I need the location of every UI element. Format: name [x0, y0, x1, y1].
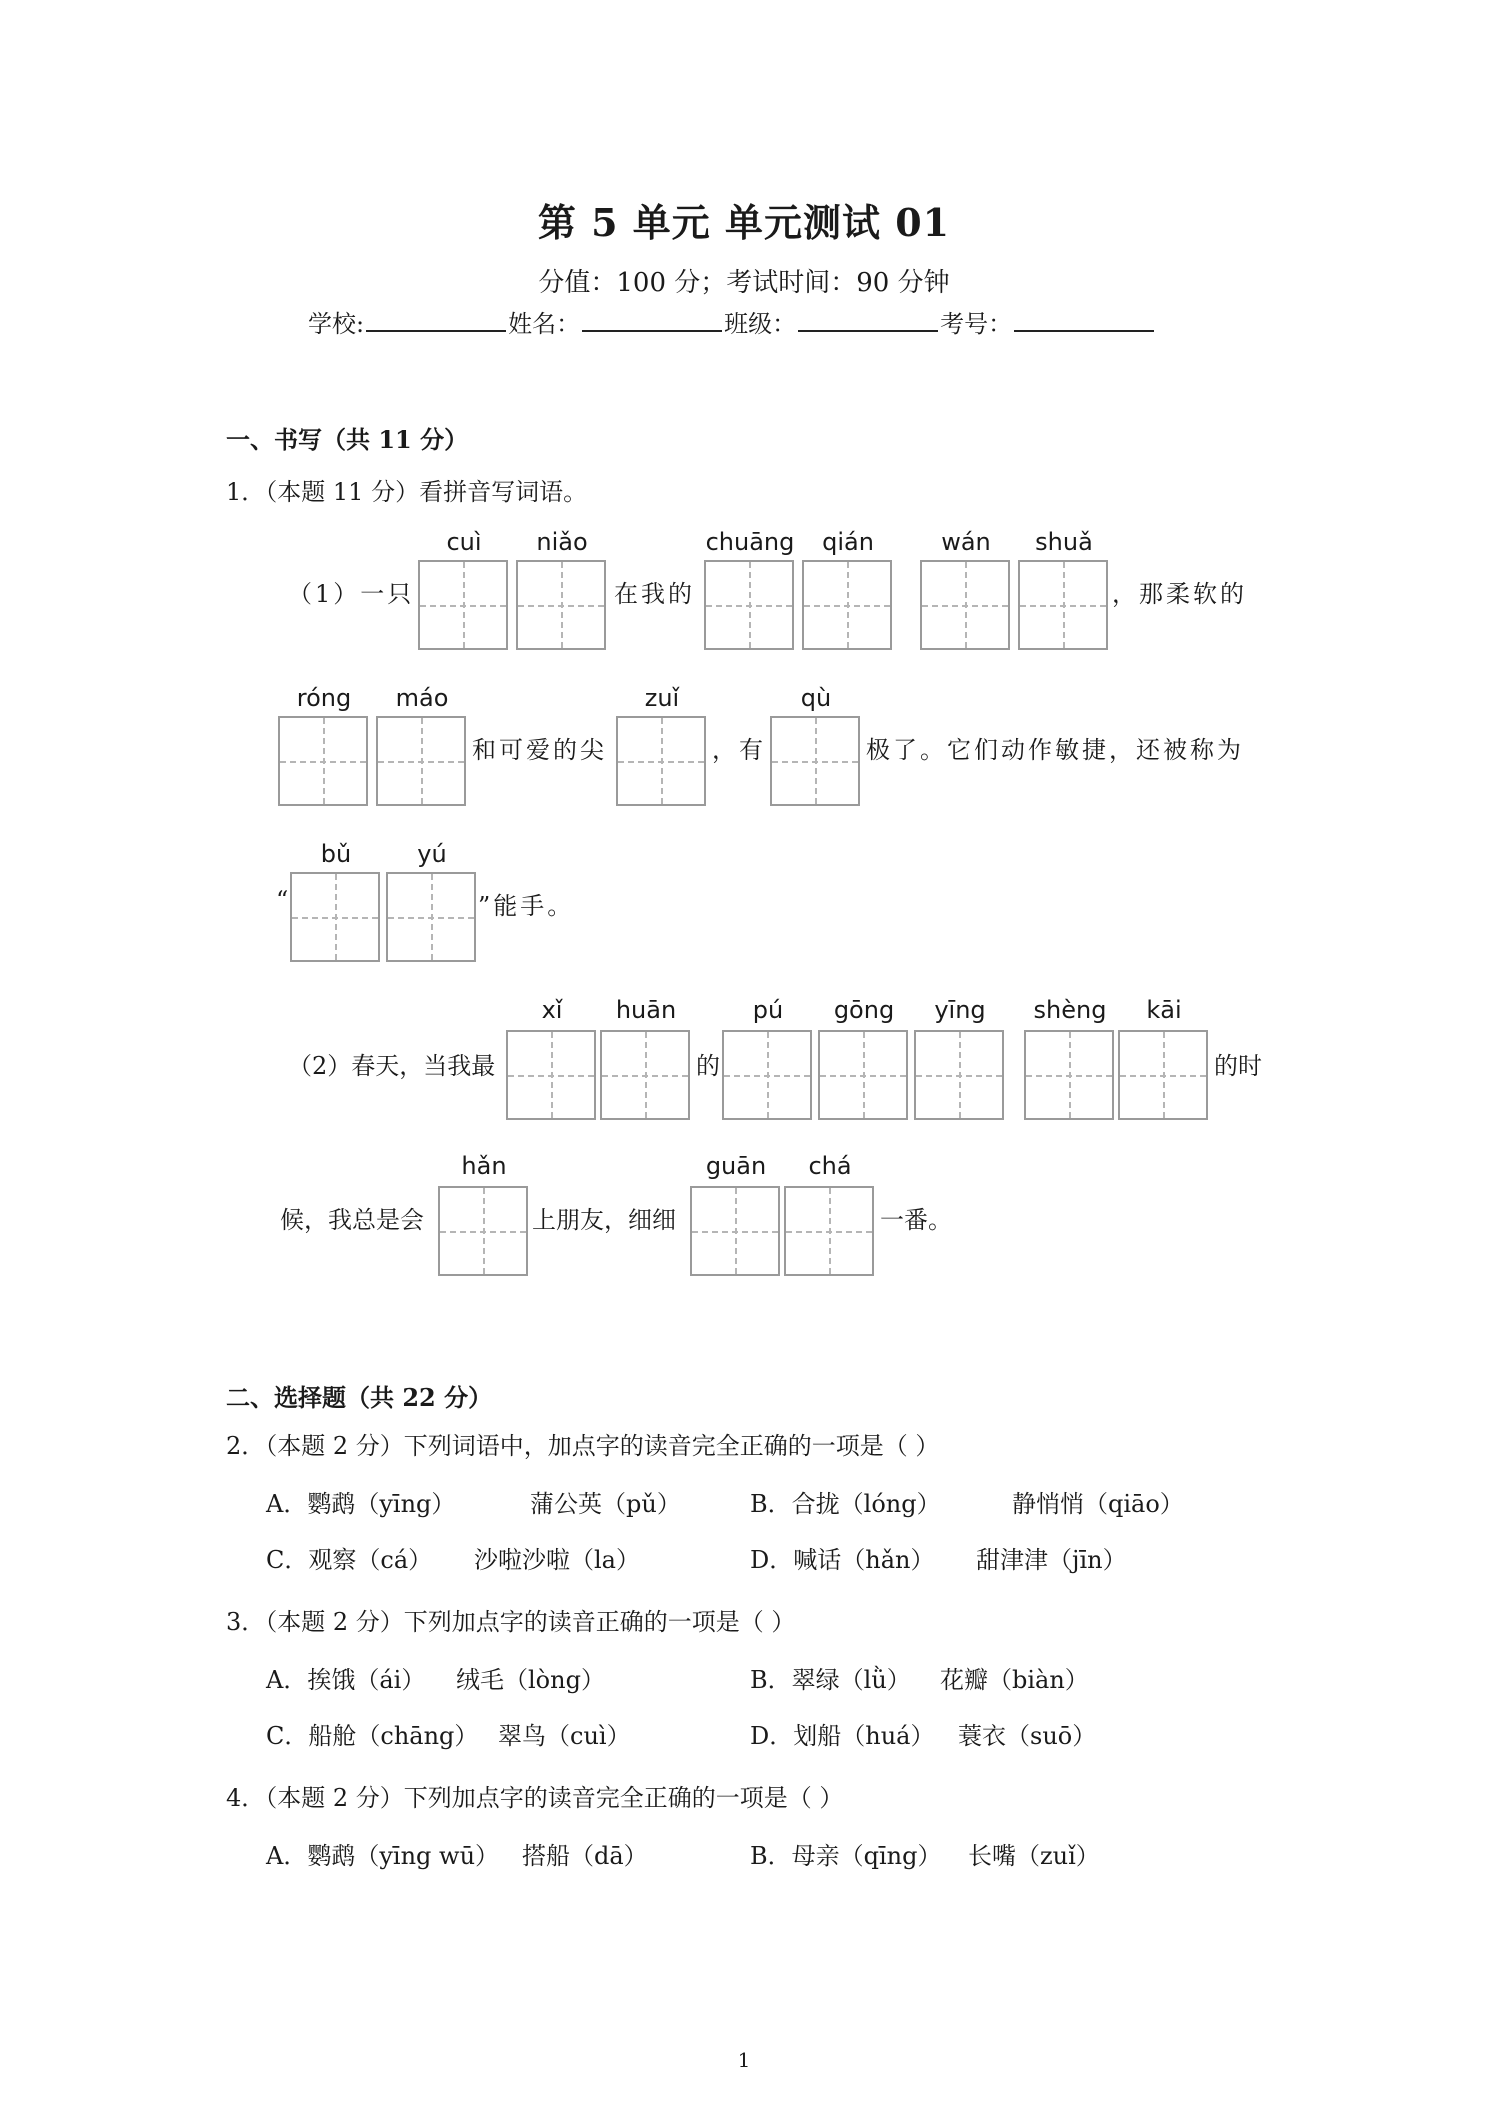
grid-guide-horizontal: [922, 605, 1008, 607]
school-label: 学校:: [308, 310, 365, 338]
grid-guide-horizontal: [280, 761, 366, 763]
q2-option-a[interactable]: [266, 1484, 455, 1519]
grid-guide-horizontal: [1026, 1075, 1112, 1077]
line5-mid: 上朋友，细细: [532, 1206, 676, 1234]
q4-option-a[interactable]: [266, 1836, 499, 1871]
writing-box[interactable]: [722, 1030, 812, 1120]
pinyin-gong: gōng: [833, 996, 895, 1024]
pinyin-kai: kāi: [1146, 996, 1182, 1024]
option-label: C．: [266, 1722, 309, 1750]
q2-option-b[interactable]: [750, 1484, 941, 1519]
pinyin-yu: yú: [417, 840, 447, 868]
line3-suffix: ”能手。: [478, 892, 575, 920]
writing-box[interactable]: [704, 560, 794, 650]
writing-box[interactable]: [290, 872, 380, 962]
grid-guide-horizontal: [820, 1075, 906, 1077]
student-info-line: [308, 304, 1156, 339]
writing-box[interactable]: [920, 560, 1010, 650]
class-blank[interactable]: [798, 308, 938, 332]
pinyin-guan: guān: [705, 1152, 767, 1180]
line2-mid1: 和可爱的尖: [472, 736, 607, 764]
pinyin-bu: bǔ: [320, 840, 352, 868]
writing-box[interactable]: [770, 716, 860, 806]
q3-option-b[interactable]: [750, 1660, 911, 1695]
line4-prefix: （2）春天，当我最: [288, 1052, 496, 1080]
option-label: B．: [750, 1490, 792, 1518]
option-label: B．: [750, 1666, 792, 1694]
question-1-stem: 1．（本题 11 分）看拼音写词语。: [226, 478, 588, 506]
option-word-1: 合拢（lóng）: [791, 1490, 941, 1518]
writing-box[interactable]: [438, 1186, 528, 1276]
question-3-stem: 3．（本题 2 分）下列加点字的读音正确的一项是（ ）: [226, 1608, 796, 1636]
q2-option-d-word2: 甜津津（jīn）: [976, 1546, 1127, 1574]
option-label: A．: [266, 1842, 308, 1870]
grid-guide-horizontal: [1020, 605, 1106, 607]
pinyin-huan: huān: [615, 996, 677, 1024]
writing-box[interactable]: [516, 560, 606, 650]
line4-suffix: 的时: [1214, 1052, 1262, 1080]
q2-option-a-word2: 蒲公英（pǔ）: [530, 1490, 681, 1518]
line2-suffix: 极了。它们动作敏捷，还被称为: [866, 736, 1244, 764]
exam-number-blank[interactable]: [1014, 308, 1154, 332]
option-label: A．: [266, 1666, 308, 1694]
writing-box[interactable]: [818, 1030, 908, 1120]
writing-box[interactable]: [278, 716, 368, 806]
option-word-1: 船舱（chāng）: [308, 1722, 479, 1750]
q3-option-d-word2: 蓑衣（suō）: [958, 1722, 1097, 1750]
pinyin-cui: cuì: [446, 528, 482, 556]
option-word-1: 挨饿（ái）: [307, 1666, 426, 1694]
writing-box[interactable]: [1118, 1030, 1208, 1120]
question-4-stem: 4．（本题 2 分）下列加点字的读音完全正确的一项是（ ）: [226, 1784, 844, 1812]
q2-option-c[interactable]: [266, 1540, 432, 1575]
writing-box[interactable]: [690, 1186, 780, 1276]
option-word-1: 喊话（hǎn）: [793, 1546, 935, 1574]
page-title: 第 5 单元 单元测试 01: [537, 200, 951, 245]
option-label: A．: [266, 1490, 308, 1518]
writing-box[interactable]: [600, 1030, 690, 1120]
pinyin-chuang: chuāng: [705, 528, 795, 556]
section2-title: 二、选择题（共 22 分）: [226, 1383, 493, 1412]
option-label: D．: [750, 1722, 794, 1750]
q3-option-c[interactable]: [266, 1716, 478, 1751]
grid-guide-horizontal: [508, 1075, 594, 1077]
q3-option-b-word2: 花瓣（biàn）: [940, 1666, 1089, 1694]
question-2-stem: 2．（本题 2 分）下列词语中，加点字的读音完全正确的一项是（ ）: [226, 1432, 940, 1460]
section1-title: 一、书写（共 11 分）: [226, 425, 469, 454]
line1-suffix: ，那柔软的: [1112, 580, 1247, 608]
grid-guide-horizontal: [518, 605, 604, 607]
line5-prefix: 候，我总是会: [280, 1206, 424, 1234]
line1-mid: 在我的: [614, 580, 695, 608]
page-number: 1: [737, 2048, 751, 2072]
grid-guide-horizontal: [292, 917, 378, 919]
pinyin-xi: xǐ: [541, 996, 563, 1024]
pinyin-rong: róng: [296, 684, 352, 712]
option-word-1: 母亲（qīng）: [791, 1842, 942, 1870]
grid-guide-horizontal: [724, 1075, 810, 1077]
writing-box[interactable]: [802, 560, 892, 650]
writing-box[interactable]: [418, 560, 508, 650]
q4-option-b-word2: 长嘴（zuǐ）: [968, 1842, 1100, 1870]
q4-option-b[interactable]: [750, 1836, 942, 1871]
grid-guide-horizontal: [916, 1075, 1002, 1077]
pinyin-shua: shuǎ: [1035, 528, 1093, 556]
option-word-1: 观察（cá）: [308, 1546, 433, 1574]
writing-box[interactable]: [386, 872, 476, 962]
q2-option-b-word2: 静悄悄（qiāo）: [1012, 1490, 1184, 1518]
pinyin-wan: wán: [941, 528, 991, 556]
pinyin-sheng: shèng: [1033, 996, 1107, 1024]
option-word-1: 划船（huá）: [793, 1722, 935, 1750]
writing-box[interactable]: [616, 716, 706, 806]
option-word-1: 鹦鹉（yīng）: [307, 1490, 456, 1518]
grid-guide-horizontal: [440, 1231, 526, 1233]
grid-guide-horizontal: [786, 1231, 872, 1233]
writing-box[interactable]: [1018, 560, 1108, 650]
pinyin-mao: máo: [395, 684, 449, 712]
line4-mid: 的: [696, 1052, 723, 1080]
q3-option-a[interactable]: [266, 1660, 425, 1695]
option-label: B．: [750, 1842, 792, 1870]
name-blank[interactable]: [582, 308, 722, 332]
q3-option-c-word2: 翠鸟（cuì）: [498, 1722, 631, 1750]
writing-box[interactable]: [914, 1030, 1004, 1120]
grid-guide-horizontal: [378, 761, 464, 763]
pinyin-cha: chá: [808, 1152, 852, 1180]
q3-option-a-word2: 绒毛（lòng）: [456, 1666, 605, 1694]
grid-guide-horizontal: [804, 605, 890, 607]
grid-guide-horizontal: [602, 1075, 688, 1077]
grid-guide-horizontal: [618, 761, 704, 763]
option-label: C．: [266, 1546, 309, 1574]
grid-guide-horizontal: [420, 605, 506, 607]
q2-option-d[interactable]: [750, 1540, 934, 1575]
q3-option-d[interactable]: [750, 1716, 934, 1751]
option-label: D．: [750, 1546, 794, 1574]
q4-option-a-word2: 搭船（dā）: [522, 1842, 648, 1870]
exam-subtitle: 分值：100 分；考试时间：90 分钟: [538, 268, 950, 298]
writing-box[interactable]: [506, 1030, 596, 1120]
pinyin-han: hǎn: [461, 1152, 507, 1180]
q2-option-c-word2: 沙啦沙啦（la）: [474, 1546, 640, 1574]
writing-box[interactable]: [376, 716, 466, 806]
school-blank[interactable]: [366, 308, 506, 332]
line2-mid2: ，有: [712, 736, 766, 764]
name-label: 姓名：: [508, 310, 581, 338]
line3-prefix: “: [276, 886, 292, 914]
grid-guide-horizontal: [1120, 1075, 1206, 1077]
pinyin-qu: qù: [800, 684, 832, 712]
grid-guide-horizontal: [706, 605, 792, 607]
pinyin-ying: yīng: [934, 996, 986, 1024]
line5-suffix: 一番。: [880, 1206, 952, 1234]
pinyin-qian: qián: [822, 528, 874, 556]
writing-box[interactable]: [1024, 1030, 1114, 1120]
line1-prefix: （1）一只: [288, 580, 415, 608]
option-word-1: 翠绿（lǜ）: [791, 1666, 911, 1694]
grid-guide-horizontal: [388, 917, 474, 919]
pinyin-zui: zuǐ: [644, 684, 680, 712]
grid-guide-horizontal: [692, 1231, 778, 1233]
writing-box[interactable]: [784, 1186, 874, 1276]
class-label: 班级：: [724, 310, 797, 338]
pinyin-niao: niǎo: [536, 528, 588, 556]
pinyin-pu: pú: [752, 996, 784, 1024]
option-word-1: 鹦鹉（yīng wū）: [307, 1842, 500, 1870]
exam-number-label: 考号：: [940, 310, 1013, 338]
grid-guide-horizontal: [772, 761, 858, 763]
